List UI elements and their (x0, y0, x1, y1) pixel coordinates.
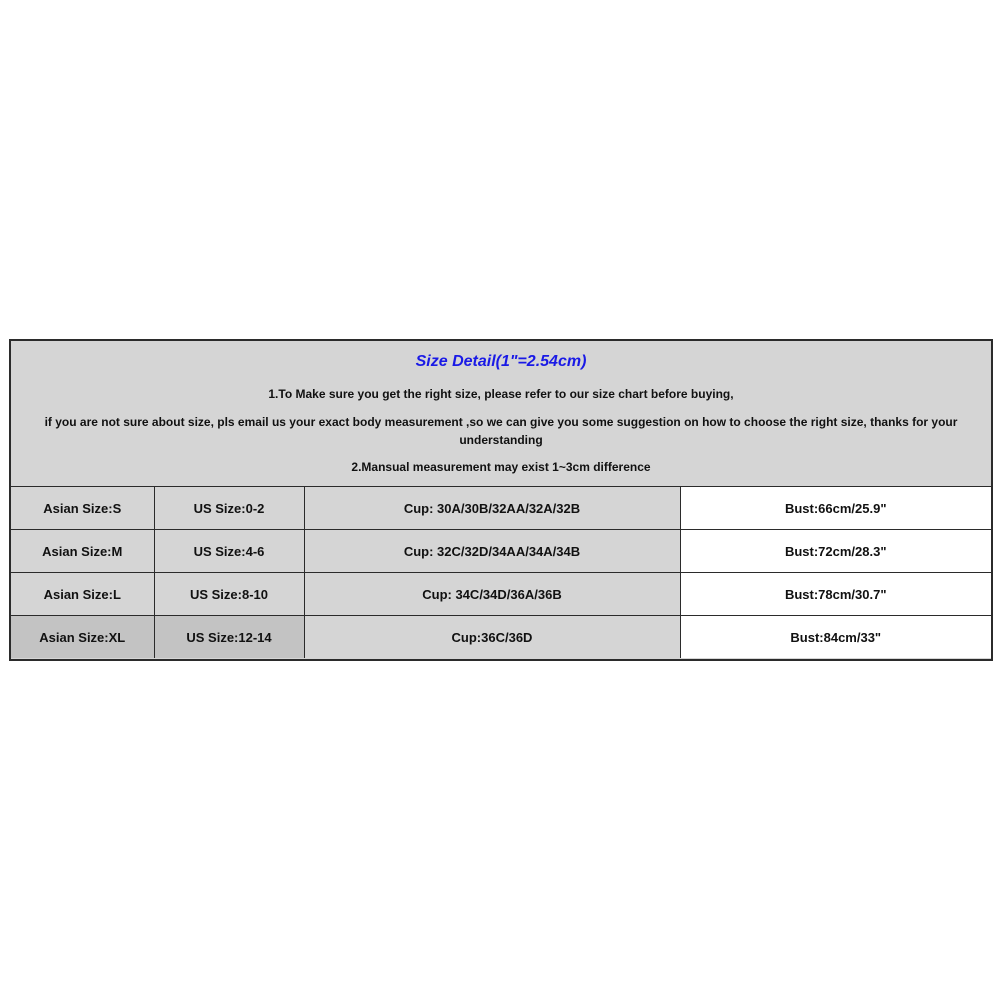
us-size-cell: US Size:12-14 (154, 616, 304, 659)
table-row (11, 530, 991, 573)
table-row (11, 487, 991, 530)
cup-size-cell: Cup: 32C/32D/34AA/34A/34B (304, 530, 680, 573)
cup-size-cell: Cup: 34C/34D/36A/36B (304, 573, 680, 616)
asian-size-cell: Asian Size:XL (11, 616, 154, 659)
size-note-2: if you are not sure about size, pls email us your exact body measurement ,so we can give you some suggestion on how to choose the right size, thanks for your understanding (44, 415, 958, 447)
size-chart-header (11, 341, 991, 486)
asian-size-cell: Asian Size:L (11, 573, 154, 616)
size-chart (9, 339, 993, 661)
size-note-3: 2.Mansual measurement may exist 1~3cm difference (351, 460, 651, 474)
asian-size-cell: Asian Size:M (11, 530, 154, 573)
asian-size-cell: Asian Size:S (11, 487, 154, 530)
size-table (11, 486, 991, 658)
table-row (11, 573, 991, 616)
us-size-cell: US Size:4-6 (154, 530, 304, 573)
table-row (11, 616, 991, 659)
bust-size-cell: Bust:78cm/30.7" (680, 573, 991, 616)
us-size-cell: US Size:8-10 (154, 573, 304, 616)
cup-size-cell: Cup: 30A/30B/32AA/32A/32B (304, 487, 680, 530)
size-chart-title: Size Detail(1"=2.54cm) (415, 353, 587, 370)
size-note-1: 1.To Make sure you get the right size, please refer to our size chart before buying, (268, 387, 734, 401)
bust-size-cell: Bust:72cm/28.3" (680, 530, 991, 573)
us-size-cell: US Size:0-2 (154, 487, 304, 530)
cup-size-cell: Cup:36C/36D (304, 616, 680, 659)
bust-size-cell: Bust:84cm/33" (680, 616, 991, 659)
bust-size-cell: Bust:66cm/25.9" (680, 487, 991, 530)
